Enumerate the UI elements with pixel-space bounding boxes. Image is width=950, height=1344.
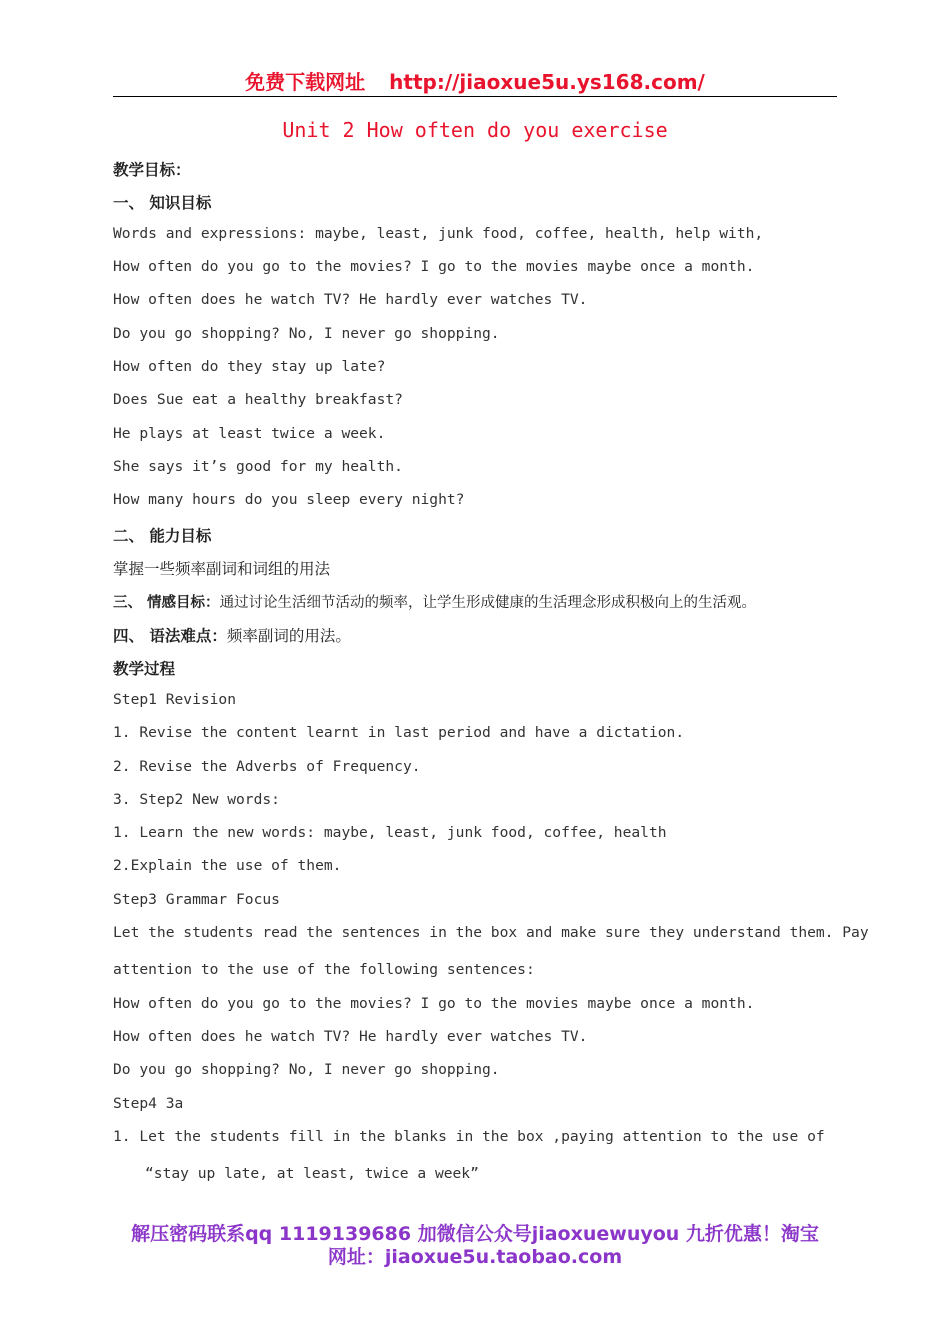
- text-line: 1. Revise the content learnt in last period and have a dictation.: [113, 724, 685, 741]
- section-heading-emotion: 三、 情感目标：: [113, 595, 220, 611]
- text-line: 1. Let the students fill in the blanks in the box ,paying attention to the use of: [113, 1128, 825, 1145]
- text-line: 掌握一些频率副词和词组的用法: [113, 560, 331, 578]
- text-line-grammar: [113, 624, 351, 646]
- text-line: How often does he watch TV? He hardly ever watches TV.: [113, 1028, 588, 1045]
- text-line: Do you go shopping? No, I never go shopping.: [113, 325, 500, 342]
- section-heading-process: 教学过程: [113, 660, 176, 678]
- text-line: How often do you go to the movies? I go to the movies maybe once a month.: [113, 258, 755, 275]
- text-line: How often do they stay up late?: [113, 358, 386, 375]
- text-line: 1. Learn the new words: maybe, least, junk food, coffee, health: [113, 824, 667, 841]
- text-line: “stay up late, at least, twice a week”: [145, 1165, 479, 1182]
- text-line: 3. Step2 New words:: [113, 791, 280, 808]
- grammar-text: 频率副词的用法。: [226, 627, 351, 645]
- text-line: How often do you go to the movies? I go to the movies maybe once a month.: [113, 995, 755, 1012]
- text-line: 2. Revise the Adverbs of Frequency.: [113, 758, 421, 775]
- site-header: [113, 66, 837, 97]
- header-url-link[interactable]: http://jiaoxue5u.ys168.com/: [389, 70, 705, 94]
- footer-shop-url[interactable]: 网址：jiaoxue5u.taobao.com: [327, 1246, 623, 1268]
- text-line: Does Sue eat a healthy breakfast?: [113, 391, 403, 408]
- section-heading-knowledge: 一、 知识目标: [113, 194, 212, 212]
- header-label: 免费下载网址: [245, 70, 366, 94]
- page-title: Unit 2 How often do you exercise: [282, 118, 668, 142]
- text-line: attention to the use of the following sentences:: [113, 961, 535, 978]
- text-line: Step4 3a: [113, 1095, 184, 1112]
- text-line-emotion: [113, 591, 756, 612]
- text-line: How many hours do you sleep every night?: [113, 491, 465, 508]
- text-line: How often does he watch TV? He hardly ever watches TV.: [113, 291, 588, 308]
- text-line: He plays at least twice a week.: [113, 425, 386, 442]
- text-line: Do you go shopping? No, I never go shopping.: [113, 1061, 500, 1078]
- section-heading-ability: 二、 能力目标: [113, 527, 212, 545]
- section-heading-objectives: 教学目标：: [113, 161, 191, 179]
- text-line: Step3 Grammar Focus: [113, 891, 280, 908]
- text-line: Let the students read the sentences in the box and make sure they understand them. Pay: [113, 924, 869, 941]
- section-heading-grammar: 四、 语法难点：: [113, 627, 227, 645]
- emotion-text: 通过讨论生活细节活动的频率，让学生形成健康的生活理念形成积极向上的生活观。: [219, 595, 757, 611]
- text-line: Words and expressions: maybe, least, junk food, coffee, health, help with,: [113, 225, 764, 242]
- text-line: 2.Explain the use of them.: [113, 857, 342, 874]
- text-line: She says it’s good for my health.: [113, 458, 403, 475]
- footer-contact: 解压密码联系qq 1119139686 加微信公众号jiaoxuewuyou 九折优惠！淘宝: [131, 1223, 819, 1245]
- text-line: Step1 Revision: [113, 691, 237, 708]
